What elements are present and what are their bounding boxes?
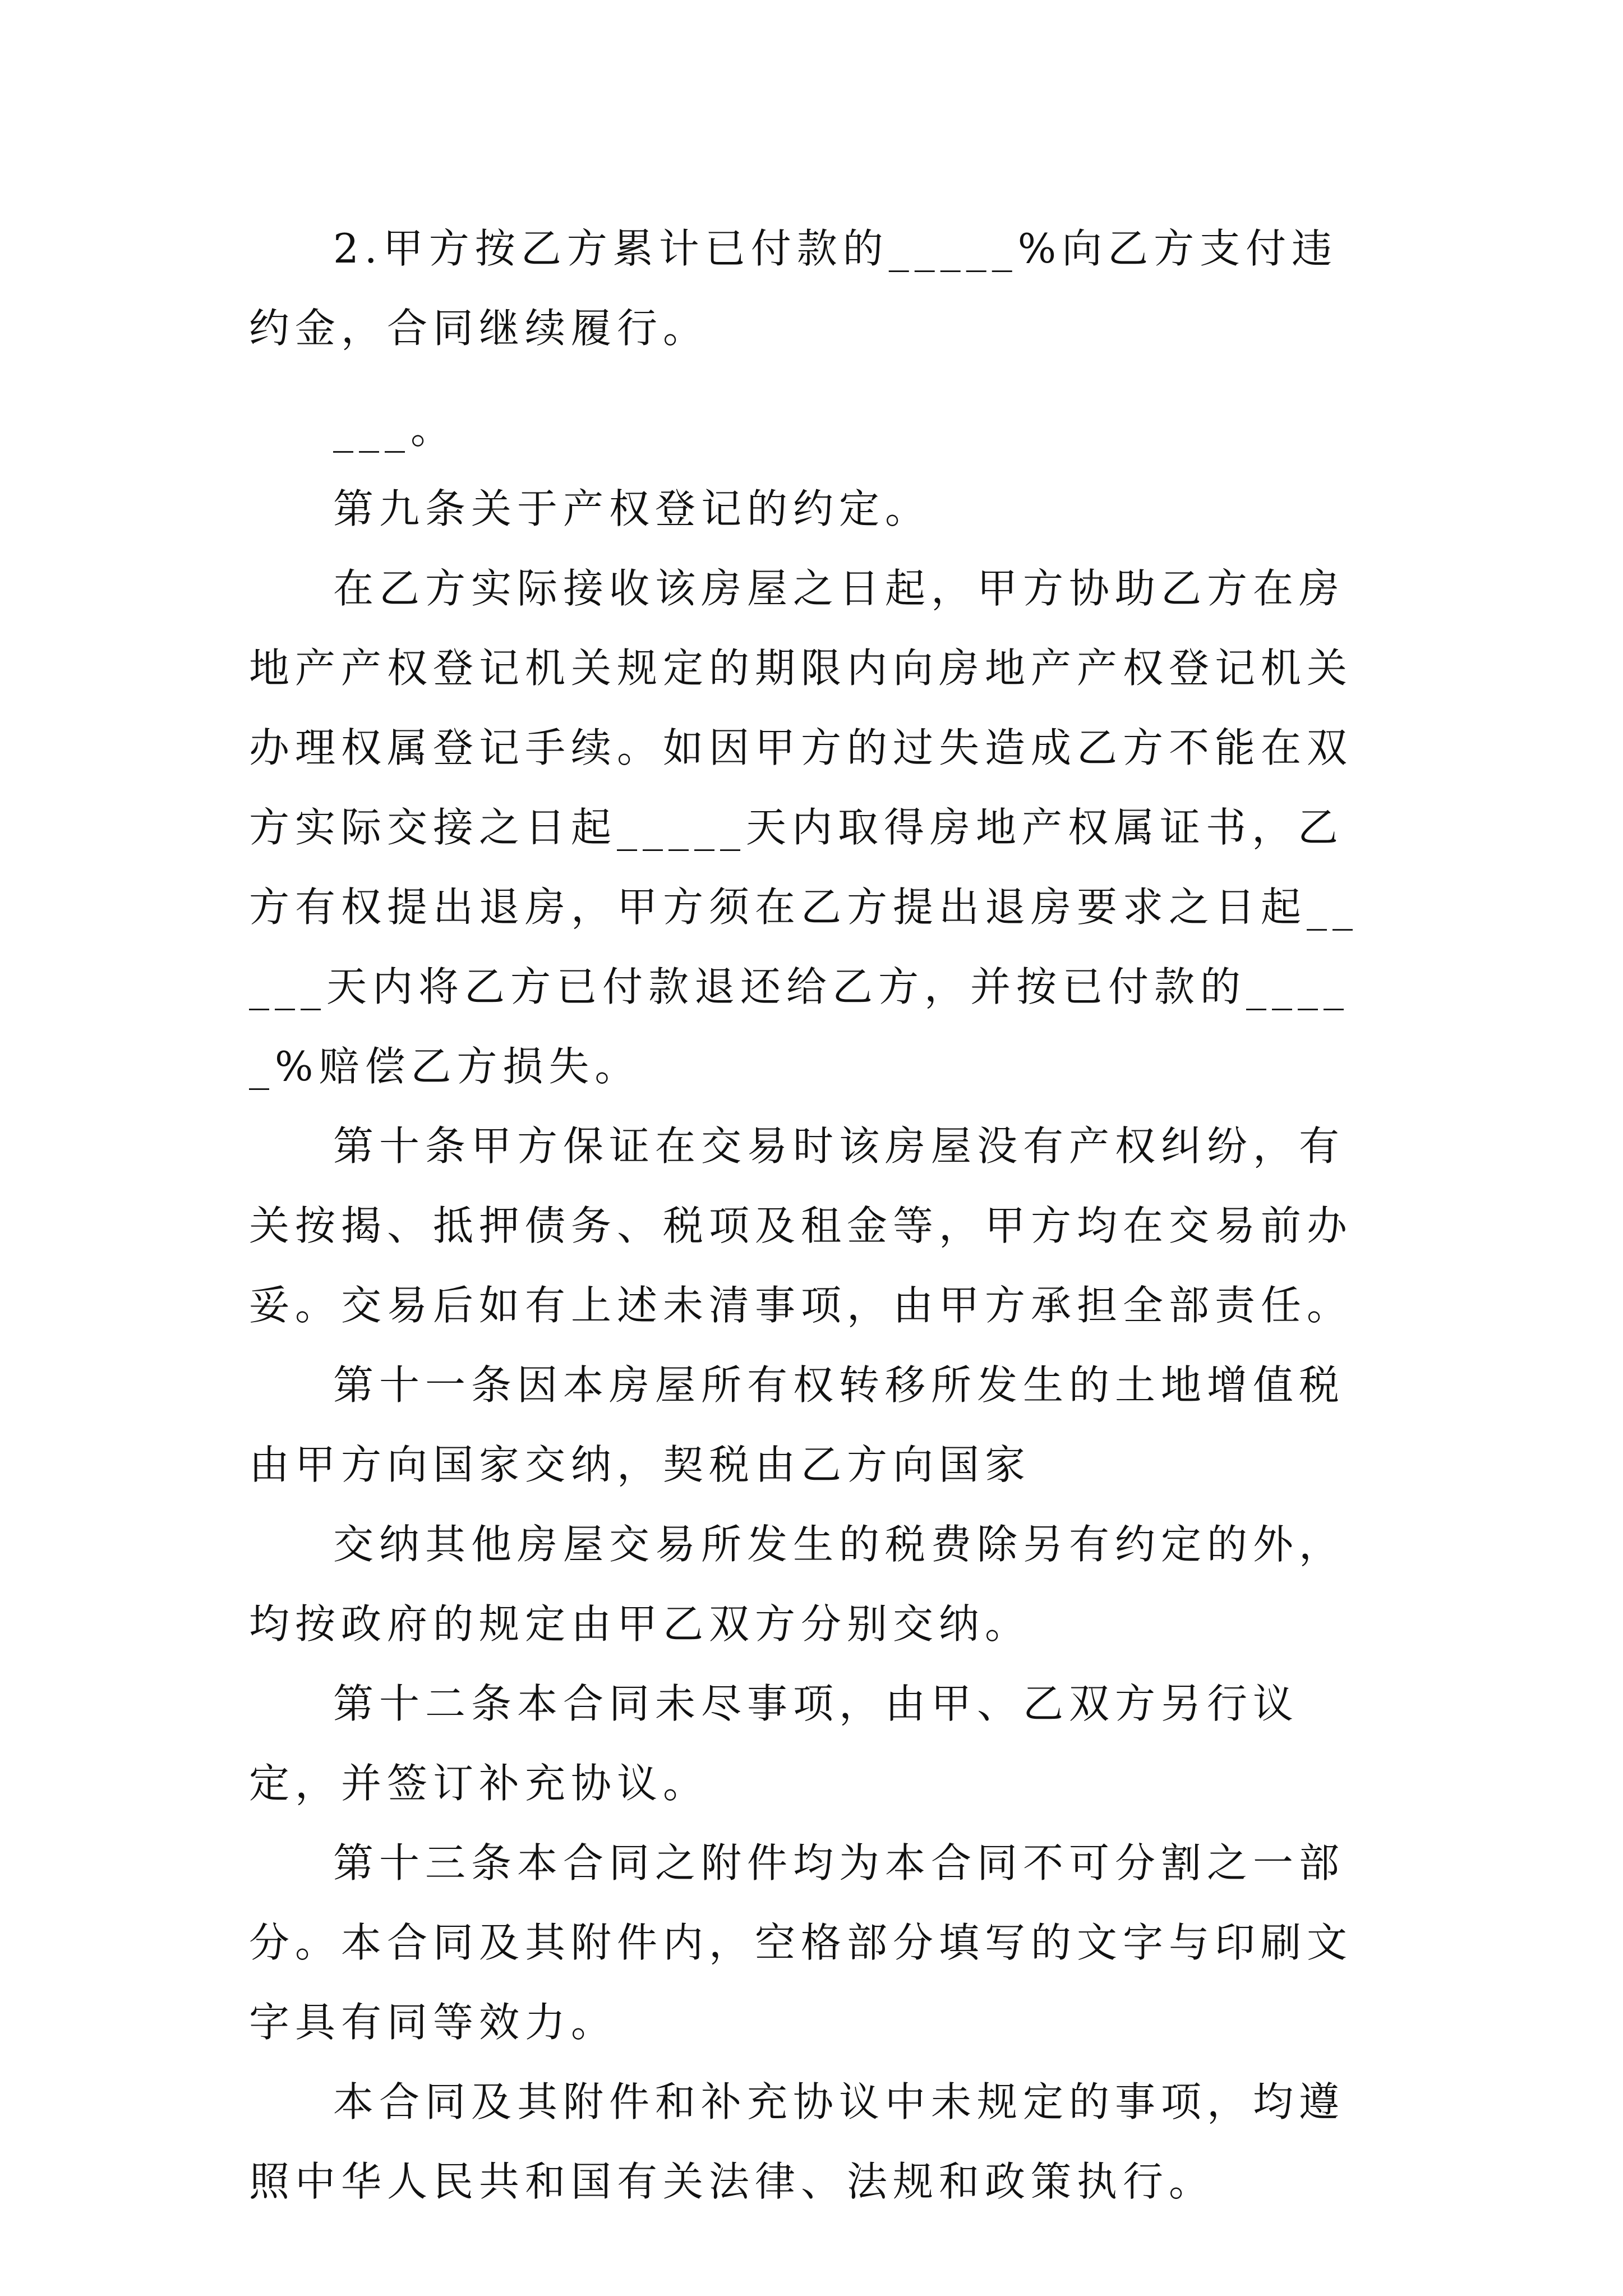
paragraph-article-12: 第十二条本合同未尽事项，由甲、乙双方另行议定，并签订补充协议。	[249, 1680, 1299, 1807]
paragraph-article-10: 第十条甲方保证在交易时该房屋没有产权纠纷，有关按揭、抵押债务、税项及租金等，甲方均在交易前办妥。交易后如有上述未清事项，由甲方承担全部责任。	[249, 1122, 1353, 1329]
paragraph-article-11-continued: 交纳其他房屋交易所发生的税费除另有约定的外，均按政府的规定由甲乙双方分别交纳。	[249, 1521, 1345, 1648]
paragraph-article-13: 第十三条本合同之附件均为本合同不可分割之一部分。本合同及其附件内，空格部分填写的文字与印刷文字具有同等效力。	[249, 1839, 1353, 2046]
paragraph-applicable-law: 本合同及其附件和补充协议中未规定的事项，均遵照中华人民共和国有关法律、法规和政策执行。	[249, 2078, 1345, 2205]
paragraph-article-9-heading: 第九条关于产权登记的约定。	[333, 485, 932, 532]
paragraph-penalty-clause: 2.甲方按乙方累计已付款的_____%向乙方支付违约金，合同继续履行。	[249, 225, 1338, 352]
paragraph-article-9-body: 在乙方实际接收该房屋之日起，甲方协助乙方在房地产产权登记机关规定的期限内向房地产产权登记机关办理权属登记手续。如因甲方的过失造成乙方不能在双方实际交接之日起_____天内取得房地产权属证书，乙方有权提出退房，甲方须在乙方提出退房要求之日起_____天内将乙方已付款退还给乙方，并按已付款的_____%赔偿乙方损失。	[249, 565, 1359, 1090]
paragraph-article-11: 第十一条因本房屋所有权转移所发生的土地增值税由甲方向国家交纳，契税由乙方向国家	[249, 1361, 1345, 1488]
contract-text	[249, 209, 1376, 2221]
paragraph-blank-line: ___。	[333, 406, 457, 453]
